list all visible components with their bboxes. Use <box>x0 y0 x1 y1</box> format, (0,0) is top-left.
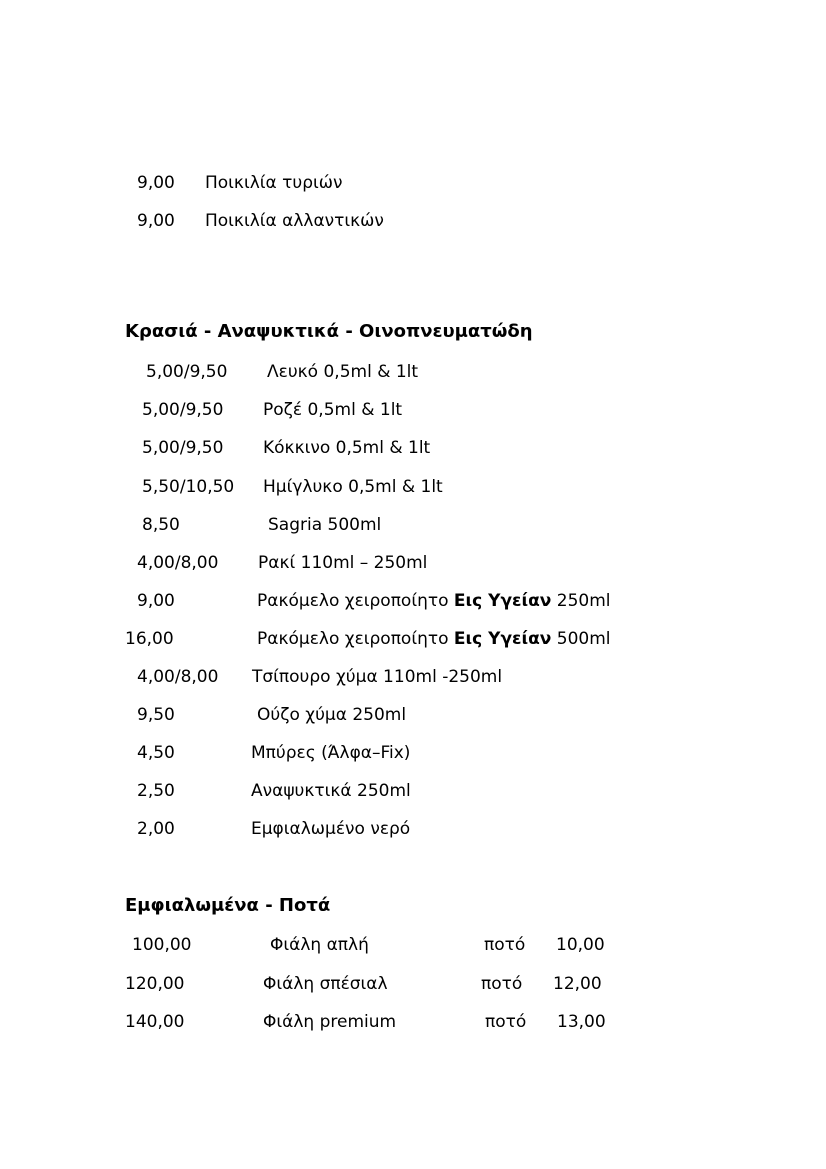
item-name: Τσίπουρο χύμα 110ml -250ml <box>252 667 503 687</box>
glass-price: 10,00 <box>556 935 605 955</box>
item-name: Sagria 500ml <box>268 515 382 535</box>
item-name-text: Ρακόμελο χειροποίητο <box>257 591 454 611</box>
item-name: Ρακί 110ml – 250ml <box>258 553 428 573</box>
glass-label: ποτό <box>485 1012 527 1032</box>
item-name <box>257 591 611 611</box>
item-price: 120,00 <box>125 974 185 994</box>
glass-price: 13,00 <box>557 1012 606 1032</box>
item-name: Ούζο χύμα 250ml <box>257 705 407 725</box>
item-price: 9,50 <box>137 705 175 725</box>
item-price: 5,00/9,50 <box>146 362 228 382</box>
item-name <box>257 629 611 649</box>
item-name: Λευκό 0,5ml & 1lt <box>267 362 419 382</box>
item-name: Ποικιλία τυριών <box>205 173 343 193</box>
item-name: Φιάλη απλή <box>270 935 369 955</box>
item-size: 500ml <box>551 629 611 649</box>
item-price: 16,00 <box>125 629 174 649</box>
section-title-wines: Κρασιά - Αναψυκτικά - Οινοπνευματώδη <box>125 321 533 342</box>
item-price: 140,00 <box>125 1012 185 1032</box>
glass-label: ποτό <box>481 974 523 994</box>
item-size: 250ml <box>551 591 611 611</box>
item-name: Ροζέ 0,5ml & 1lt <box>263 400 403 420</box>
item-name: Κόκκινο 0,5ml & 1lt <box>263 438 431 458</box>
item-name: Φιάλη premium <box>263 1012 397 1032</box>
item-price: 5,00/9,50 <box>142 400 224 420</box>
item-name: Μπύρες (Άλφα–Fix) <box>251 743 411 763</box>
item-price: 5,50/10,50 <box>142 477 235 497</box>
item-price: 9,00 <box>137 591 175 611</box>
item-price: 4,00/8,00 <box>137 553 219 573</box>
item-price: 4,00/8,00 <box>137 667 219 687</box>
brand-name: Εις Υγείαν <box>453 591 552 611</box>
item-price: 9,00 <box>137 173 175 193</box>
item-price: 4,50 <box>137 743 175 763</box>
item-name-text: Ρακόμελο χειροποίητο <box>257 629 454 649</box>
item-price: 8,50 <box>142 515 180 535</box>
glass-label: ποτό <box>484 935 526 955</box>
item-name: Φιάλη σπέσιαλ <box>263 974 388 994</box>
item-price: 2,00 <box>137 819 175 839</box>
item-name: Ποικιλία αλλαντικών <box>205 211 384 231</box>
brand-name: Εις Υγείαν <box>453 629 552 649</box>
section-title-bottles: Εμφιαλωμένα - Ποτά <box>125 895 331 916</box>
item-name: Ημίγλυκο 0,5ml & 1lt <box>263 477 443 497</box>
item-price: 2,50 <box>137 781 175 801</box>
glass-price: 12,00 <box>553 974 602 994</box>
item-price: 9,00 <box>137 211 175 231</box>
item-name: Αναψυκτικά 250ml <box>251 781 411 801</box>
item-name: Εμφιαλωμένο νερό <box>251 819 411 839</box>
item-price: 5,00/9,50 <box>142 438 224 458</box>
item-price: 100,00 <box>132 935 192 955</box>
